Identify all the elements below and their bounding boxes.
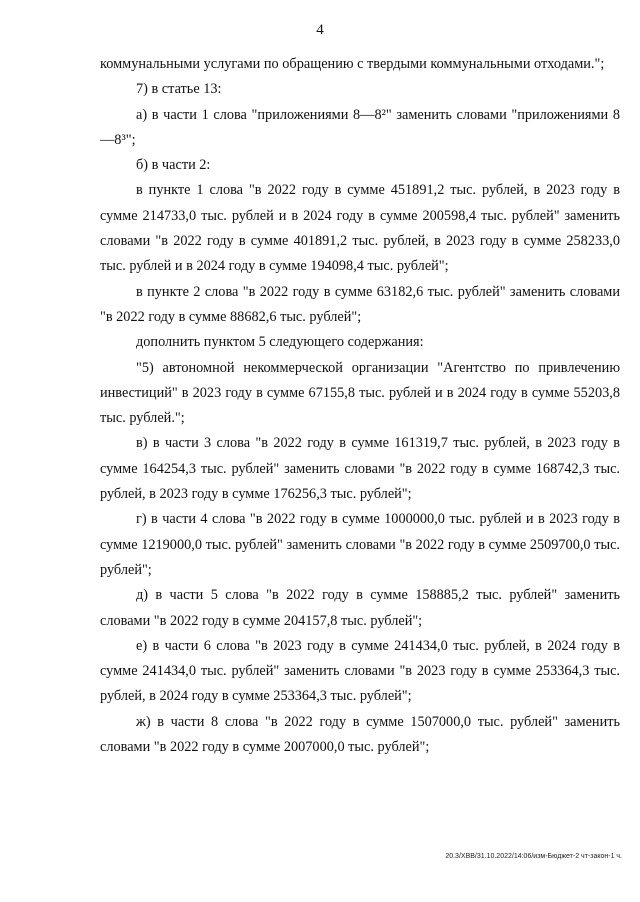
document-body — [100, 52, 620, 760]
paragraph-add-point-5: дополнить пунктом 5 следующего содержания: — [136, 334, 424, 351]
paragraph-part-5: д) в части 5 слова "в 2022 году в сумме 158885,2 тыс. рублей" заменить словами "в 2022 году в сумме 204157,8 тыс. рублей"; — [100, 587, 620, 629]
paragraph-part-2: б) в части 2: — [136, 157, 211, 174]
paragraph-point-1: в пункте 1 слова "в 2022 году в сумме 451891,2 тыс. рублей, в 2023 году в сумме 214733,0 тыс. рублей и в 2024 году в сумме 200598,4 тыс. рублей" заменить словами "в 2022 году в сумме 401891,2 тыс. рублей, в 2023 году в сумме 258233,0 тыс. рублей и в 2024 году в сумме 194098,4 тыс. рублей"; — [100, 182, 620, 275]
paragraph-part-3: в) в части 3 слова "в 2022 году в сумме 161319,7 тыс. рублей, в 2023 году в сумме 164254,3 тыс. рублей" заменить словами "в 2022 году в сумме 168742,3 тыс. рублей, в 2023 году в сумме 176256,3 тыс. рублей"; — [100, 435, 620, 503]
page-number: 4 — [316, 22, 324, 38]
paragraph-point-5-text: "5) автономной некоммерческой организации "Агентство по привлечению инвестиций" в 2023 году в сумме 67155,8 тыс. рублей и в 2024 году в сумме 55203,8 тыс. рублей."; — [100, 359, 620, 427]
footer-document-code: 20.3/ХВВ/31.10.2022/14:06/изм-Бюджет-2 чт-закон-1 ч. — [445, 853, 622, 860]
paragraph-point-2: в пункте 2 слова "в 2022 году в сумме 63182,6 тыс. рублей" заменить словами "в 2022 году в сумме 88682,6 тыс. рублей"; — [100, 283, 620, 325]
paragraph-article-13: 7) в статье 13: — [136, 81, 222, 98]
paragraph-part-6: е) в части 6 слова "в 2023 году в сумме 241434,0 тыс. рублей, в 2024 году в сумме 241434,0 тыс. рублей" заменить словами "в 2023 году в сумме 253364,3 тыс. рублей, в 2024 году в сумме 253364,3 тыс. рублей"; — [100, 637, 620, 705]
paragraph-part-8: ж) в части 8 слова "в 2022 году в сумме 1507000,0 тыс. рублей" заменить словами "в 2022 году в сумме 2007000,0 тыс. рублей"; — [100, 713, 620, 756]
paragraph-part-4: г) в части 4 слова "в 2022 году в сумме 1000000,0 тыс. рублей и в 2023 году в сумме 1219000,0 тыс. рублей" заменить словами "в 2022 году в сумме 2509700,0 тыс. рублей"; — [100, 511, 620, 578]
paragraph-continuation: коммунальными услугами по обращению с твердыми коммунальными отходами."; — [100, 56, 605, 72]
paragraph-part-1: а) в части 1 слова "приложениями 8—8²" заменить словами "приложениями 8—8³"; — [100, 106, 620, 148]
